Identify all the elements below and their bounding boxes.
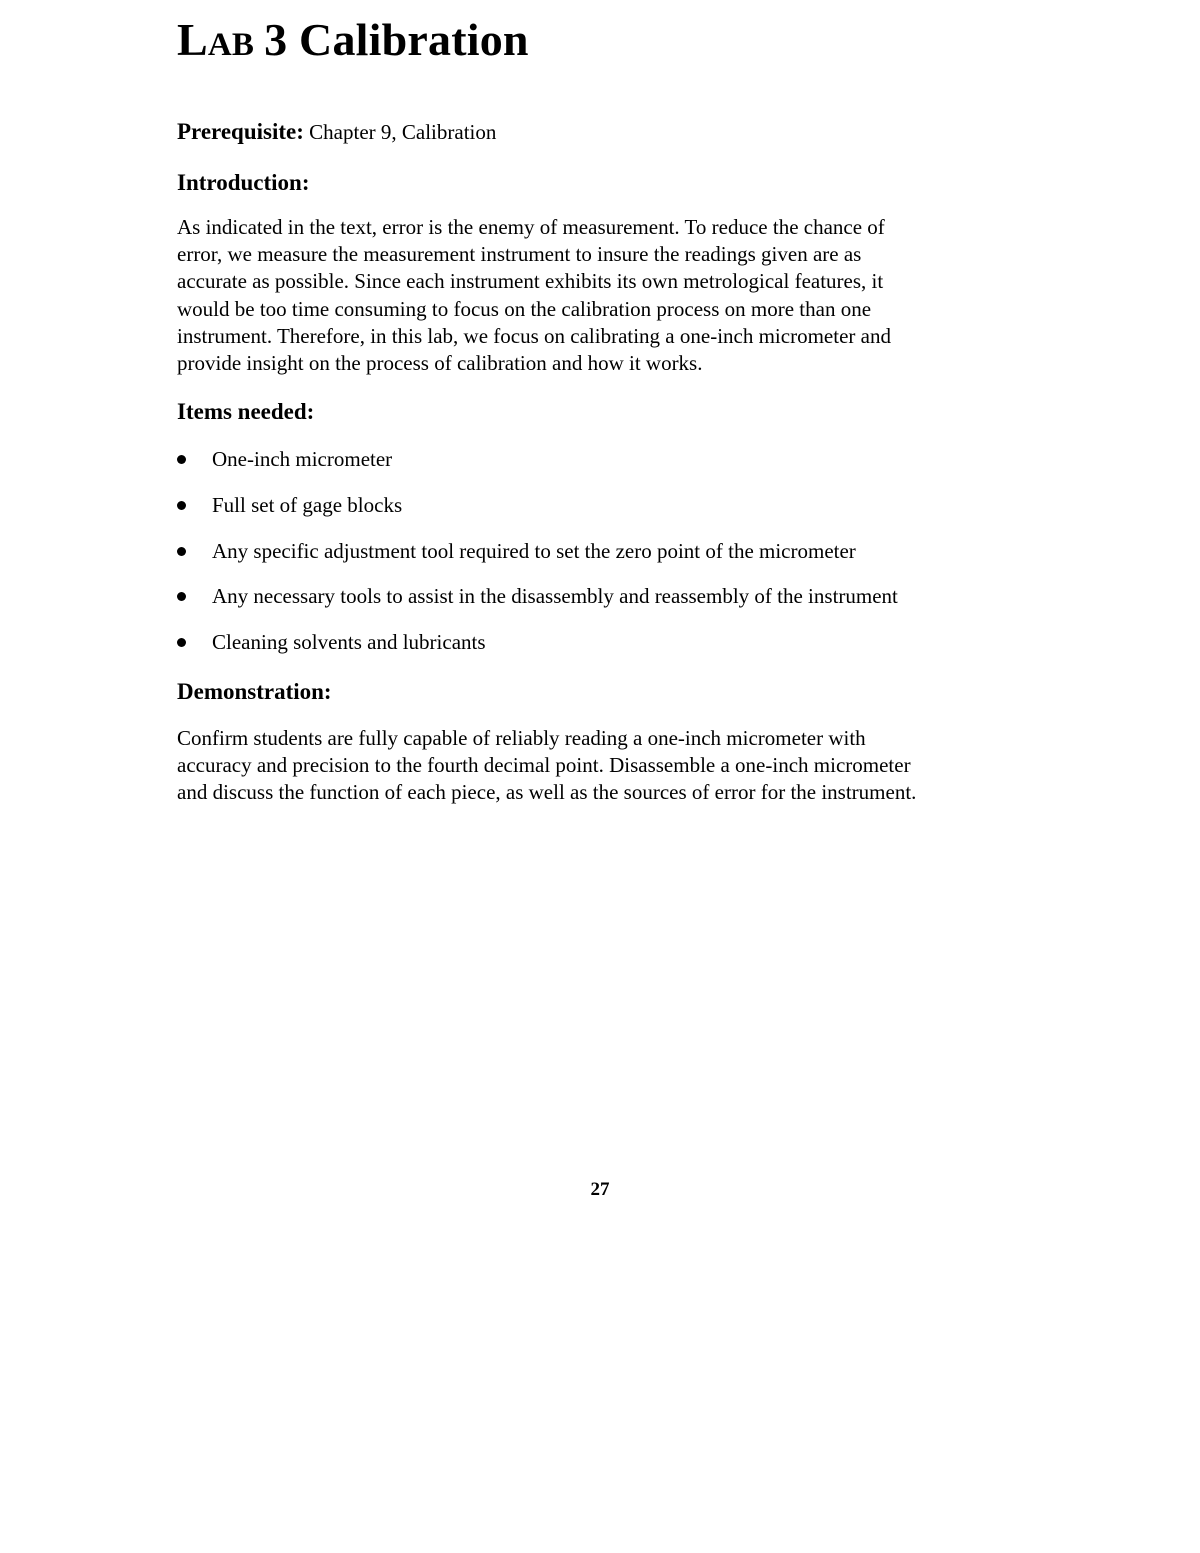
bullet-icon — [177, 638, 186, 647]
introduction-line: instrument. Therefore, in this lab, we focus on calibrating a one-inch micrometer and — [177, 323, 891, 348]
title-lab-small-caps: AB — [207, 27, 255, 63]
page-number: 27 — [590, 1179, 610, 1200]
bullet-icon — [177, 547, 186, 556]
demonstration-line: and discuss the function of each piece, as well as the sources of error for the instrument. — [177, 780, 917, 805]
demonstration-line: Confirm students are fully capable of reliably reading a one-inch micrometer with — [177, 726, 866, 750]
list-item-text: One-inch micrometer — [212, 447, 393, 471]
introduction-heading: Introduction: — [177, 170, 310, 195]
list-item-text: Any specific adjustment tool required to set the zero point of the micrometer — [212, 538, 856, 563]
title-text: 3 Calibration — [264, 14, 529, 65]
page-title — [177, 14, 529, 71]
list-item-text: Any necessary tools to assist in the disassembly and reassembly of the instrument — [212, 584, 898, 609]
introduction-line: As indicated in the text, error is the enemy of measurement. To reduce the chance of — [177, 215, 885, 239]
bullet-icon — [177, 455, 186, 464]
bullet-icon — [177, 501, 186, 510]
list-item-text: Cleaning solvents and lubricants — [212, 630, 486, 655]
demonstration-line: accuracy and precision to the fourth decimal point. Disassemble a one-inch micrometer — [177, 753, 911, 778]
prerequisite-label: Prerequisite: — [177, 119, 304, 144]
introduction-line: accurate as possible. Since each instrument exhibits its own metrological features, it — [177, 269, 884, 294]
introduction-paragraph — [177, 214, 1017, 377]
demonstration-heading: Demonstration: — [177, 679, 332, 704]
list-item-text: Full set of gage blocks — [212, 492, 403, 517]
introduction-line: error, we measure the measurement instrument to insure the readings given are as — [177, 242, 862, 267]
introduction-line: provide insight on the process of calibration and how it works. — [177, 351, 703, 376]
introduction-line: would be too time consuming to focus on the calibration process on more than one — [177, 296, 872, 321]
bullet-icon — [177, 592, 186, 601]
demonstration-paragraph — [177, 725, 1017, 807]
prerequisite-value: Chapter 9, Calibration — [309, 120, 497, 144]
prerequisite-line — [177, 117, 496, 147]
title-lab-initial: L — [177, 14, 208, 65]
items-needed-heading: Items needed: — [177, 399, 315, 424]
